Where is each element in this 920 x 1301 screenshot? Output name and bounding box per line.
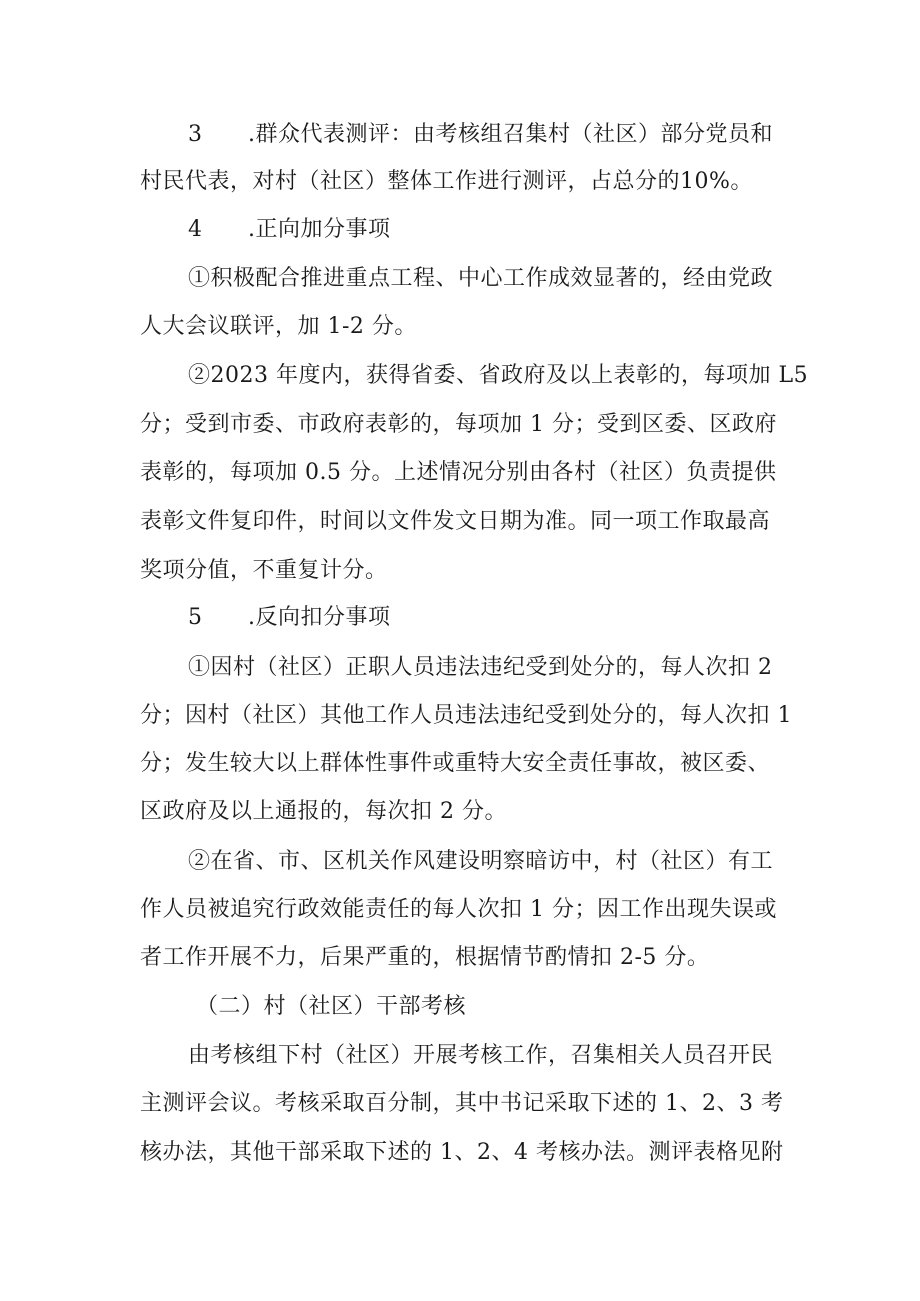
item-4-para-2-line-4: 表彰文件复印件，时间以文件发文日期为准。同一项工作取最高	[140, 509, 771, 534]
item-4-para-1-line-1: ①积极配合推进重点工程、中心工作成效显著的，经由党政	[188, 266, 774, 291]
item-5-heading: .反向扣分事项	[248, 605, 391, 630]
item-5-para-1-line-3: 分；发生较大以上群体性事件或重特大安全责任事故，被区委、	[140, 751, 771, 776]
item-4-para-2-line-1: ②2023 年度内，获得省委、省政府及以上表彰的，每项加 L5	[188, 363, 809, 388]
item-5-para-2-line-3: 者工作开展不力，后果严重的，根据情节酌情扣 2-5 分。	[140, 945, 710, 970]
item-4-heading: .正向加分事项	[248, 217, 391, 242]
item-3-number: 3	[188, 122, 203, 147]
item-4-para-1-line-2: 人大会议联评，加 1-2 分。	[140, 314, 417, 339]
item-5-para-2-line-2: 作人员被追究行政效能责任的每人次扣 1 分；因工作出现失误或	[140, 897, 777, 922]
item-4-para-2-line-5: 奖项分值，不重复计分。	[140, 558, 388, 583]
section-2-para-line-1: 由考核组下村（社区）开展考核工作，召集相关人员召开民	[188, 1043, 774, 1068]
item-3-text: .群众代表测评：由考核组召集村（社区）部分党员和	[248, 122, 773, 147]
section-2-para-line-3: 核办法，其他干部采取下述的 1、2、4 考核办法。测评表格见附	[140, 1140, 784, 1165]
item-5-number: 5	[188, 605, 203, 630]
section-2-para-line-2: 主测评会议。考核采取百分制，其中书记采取下述的 1、2、3 考	[140, 1091, 784, 1116]
item-3-line-1	[140, 120, 800, 150]
item-5-heading-line	[140, 603, 800, 633]
item-3-line-2: 村民代表，对村（社区）整体工作进行测评，占总分的10%。	[140, 169, 753, 194]
section-2-heading: （二）村（社区）干部考核	[196, 994, 467, 1019]
item-5-para-1-line-4: 区政府及以上通报的，每次扣 2 分。	[140, 799, 507, 824]
item-4-para-2-line-3: 表彰的，每项加 0.5 分。上述情况分别由各村（社区）负责提供	[140, 460, 777, 485]
item-5-para-1-line-1: ①因村（社区）正职人员违法违纪受到处分的，每人次扣 2	[188, 655, 773, 680]
item-4-heading-line	[140, 215, 800, 245]
item-5-para-2-line-1: ②在省、市、区机关作风建设明察暗访中，村（社区）有工	[188, 849, 774, 874]
item-4-number: 4	[188, 217, 203, 242]
item-4-para-2-line-2: 分；受到市委、市政府表彰的，每项加 1 分；受到区委、区政府	[140, 412, 777, 437]
item-5-para-1-line-2: 分；因村（社区）其他工作人员违法违纪受到处分的，每人次扣 1	[140, 703, 792, 728]
